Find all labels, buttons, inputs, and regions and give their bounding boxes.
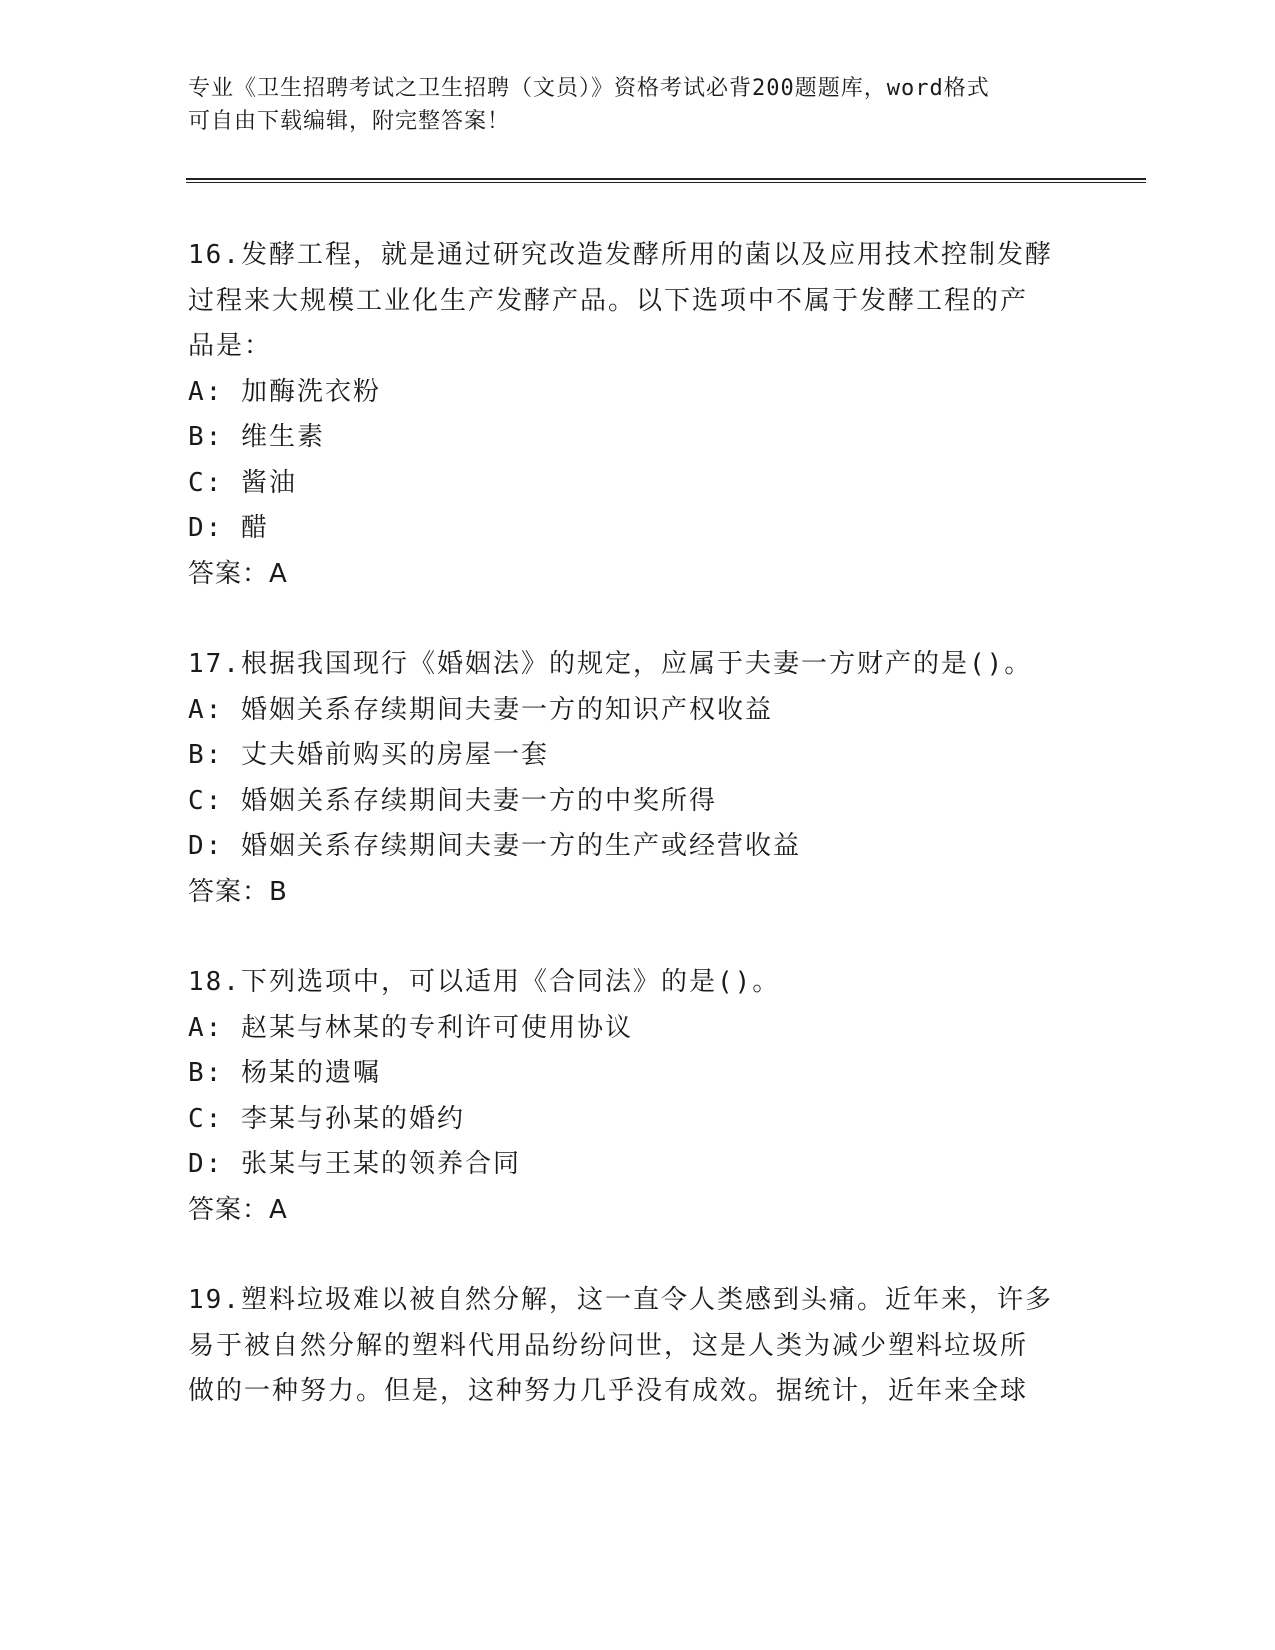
question-19	[188, 1278, 1088, 1415]
stem-line: 16.发酵工程，就是通过研究改造发酵所用的菌以及应用技术控制发酵	[188, 240, 1053, 270]
header-line-2: 可自由下载编辑，附完整答案！	[188, 109, 511, 134]
question-16	[188, 233, 1088, 597]
option-c: C: 婚姻关系存续期间夫妻一方的中奖所得	[188, 785, 717, 816]
option-b: B: 丈夫婚前购买的房屋一套	[188, 740, 549, 770]
answer-label: 答案：B	[188, 876, 288, 907]
option-d: D: 张某与王某的领养合同	[188, 1149, 521, 1179]
header-line-1: 专业《卫生招聘考试之卫生招聘（文员）》资格考试必背200题题库，word格式	[188, 76, 990, 101]
stem-line: 过程来大规模工业化生产发酵产品。以下选项中不属于发酵工程的产	[188, 285, 1029, 316]
stem-line: 19.塑料垃圾难以被自然分解，这一直令人类感到头痛。近年来，许多	[188, 1285, 1053, 1315]
question-17	[188, 642, 1088, 915]
header-divider	[186, 178, 1146, 183]
stem-line: 17.根据我国现行《婚姻法》的规定，应属于夫妻一方财产的是()。	[188, 649, 1033, 679]
question-stem	[188, 642, 1068, 688]
stem-line: 品是：	[188, 331, 273, 361]
option-d: D: 醋	[188, 513, 269, 543]
option-c: C: 酱油	[188, 467, 297, 498]
question-list	[188, 233, 1088, 1460]
option-a: A: 加酶洗衣粉	[188, 376, 381, 407]
option-b: B: 杨某的遗嘱	[188, 1058, 381, 1088]
question-stem	[188, 233, 1068, 370]
answer-label: 答案：A	[188, 558, 288, 589]
question-stem	[188, 960, 1068, 1006]
option-a: A: 婚姻关系存续期间夫妻一方的知识产权收益	[188, 694, 773, 725]
question-18	[188, 960, 1088, 1233]
option-a: A: 赵某与林某的专利许可使用协议	[188, 1012, 633, 1043]
option-b: B: 维生素	[188, 422, 325, 452]
page-header	[188, 72, 1068, 138]
stem-line: 18.下列选项中，可以适用《合同法》的是()。	[188, 967, 781, 997]
stem-line: 做的一种努力。但是，这种努力几乎没有成效。据统计，近年来全球	[188, 1376, 1029, 1406]
option-d: D: 婚姻关系存续期间夫妻一方的生产或经营收益	[188, 831, 801, 861]
option-c: C: 李某与孙某的婚约	[188, 1103, 465, 1134]
stem-line: 易于被自然分解的塑料代用品纷纷问世，这是人类为减少塑料垃圾所	[188, 1330, 1029, 1361]
answer-label: 答案：A	[188, 1194, 288, 1225]
question-stem	[188, 1278, 1068, 1415]
